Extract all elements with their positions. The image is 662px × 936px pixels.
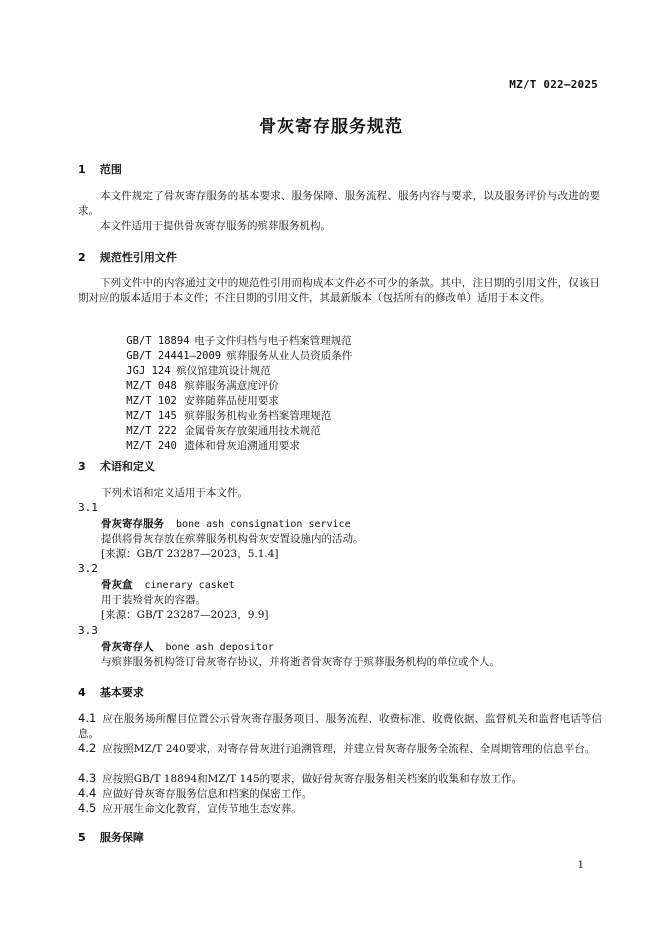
term-name-en: bone ash depositor <box>165 642 274 653</box>
term-number: 3.2 <box>78 562 98 575</box>
reference-title: 安葬随葬品使用要求 <box>184 395 279 407</box>
section-number: 5 <box>78 831 86 844</box>
section-title: 服务保障 <box>99 831 144 844</box>
section-heading-scope <box>78 161 122 177</box>
reference-code: MZ/T 240 <box>126 440 177 452</box>
reference-title: 电子文件归档与电子档案管理规范 <box>194 335 352 347</box>
requirement-number: 4.1 <box>78 711 97 725</box>
term-name <box>101 516 351 531</box>
section-number: 4 <box>78 686 86 699</box>
section-title: 范围 <box>99 163 122 176</box>
section-heading-normative-references <box>78 249 177 265</box>
term-definition: 与殡葬服务机构签订骨灰寄存协议，并将逝者骨灰寄存于殡葬服务机构的单位或个人。 <box>101 656 500 668</box>
reference-title: 殡葬服务机构业务档案管理规范 <box>184 410 332 422</box>
section-title: 术语和定义 <box>99 460 155 473</box>
standard-number: MZ/T 022—2025 <box>509 78 598 91</box>
term-definition: 用于装殓骨灰的容器。 <box>101 594 206 606</box>
paragraph: 下列术语和定义适用于本文件。 <box>101 487 248 499</box>
reference-code: MZ/T 222 <box>126 425 177 437</box>
requirement-text: 应按照GB/T 18894和MZ/T 145的要求，做好骨灰寄存服务相关档案的收集和存放工作。 <box>102 773 523 785</box>
section-heading-service-guarantee <box>78 829 144 845</box>
reference-title: 金属骨灰存放架通用技术规范 <box>184 425 321 437</box>
reference-code: MZ/T 145 <box>126 410 177 422</box>
requirement-item <box>78 786 602 802</box>
term-number: 3.1 <box>78 501 98 514</box>
requirement-item <box>78 741 602 757</box>
term-number: 3.3 <box>78 624 98 637</box>
reference-title: 殡仪馆建筑设计规范 <box>176 365 271 377</box>
requirement-text: 应按照MZ/T 240要求，对寄存骨灰进行追溯管理，并建立骨灰寄存服务全流程、全周期管理的信息平台。 <box>102 743 596 755</box>
requirement-text: 应在服务场所醒目位置公示骨灰寄存服务项目、服务流程、收费标准、收费依据、监督机关和监督电话等信息。 <box>78 713 602 740</box>
section-heading-terms-and-definitions <box>78 458 155 474</box>
term-name <box>101 577 235 592</box>
term-name-zh: 骨灰寄存服务 <box>101 518 164 530</box>
section-number: 3 <box>78 460 86 473</box>
section-number: 1 <box>78 163 86 176</box>
requirement-item <box>78 771 602 787</box>
requirement-item <box>78 801 602 817</box>
term-name-zh: 骨灰寄存人 <box>101 641 154 653</box>
term-source: [来源：GB/T 23287—2023，5.1.4] <box>101 548 279 560</box>
term-definition: 提供将骨灰存放在殡葬服务机构骨灰安置设施内的活动。 <box>101 533 364 545</box>
requirement-item <box>78 711 602 742</box>
page-number: 1 <box>577 860 584 871</box>
requirement-text: 应开展生命文化教育，宣传节地生态安葬。 <box>102 803 302 815</box>
paragraph: 本文件规定了骨灰寄存服务的基本要求、服务保障、服务流程、服务内容与要求，以及服务评价与改进的要求。 <box>78 190 600 217</box>
requirement-number: 4.5 <box>78 801 97 815</box>
document-title: 骨灰寄存服务规范 <box>259 117 403 137</box>
paragraph: 下列文件中的内容通过文中的规范性引用而构成本文件必不可少的条款。其中，注日期的引用文件，仅该日期对应的版本适用于本文件；不注日期的引用文件，其最新版本（包括所有的修改单）适用于本文件。 <box>78 277 600 304</box>
term-source: [来源：GB/T 23287—2023，9.9] <box>101 609 269 621</box>
requirement-number: 4.4 <box>78 786 97 800</box>
section-heading-basic-requirements <box>78 684 144 700</box>
section-title: 规范性引用文件 <box>99 251 177 264</box>
term-name-en: cinerary casket <box>144 580 235 591</box>
reference-code: GB/T 24441—2009 <box>126 350 222 362</box>
paragraph: 本文件适用于提供骨灰寄存服务的殡葬服务机构。 <box>100 220 331 232</box>
term-name <box>101 639 274 654</box>
section-number: 2 <box>78 251 86 264</box>
reference-title: 殡葬服务满意度评价 <box>184 380 279 392</box>
requirement-number: 4.2 <box>78 741 97 755</box>
term-name-zh: 骨灰盒 <box>101 579 133 591</box>
reference-code: GB/T 18894 <box>126 335 190 347</box>
reference-title: 殡葬服务从业人员资质条件 <box>226 350 353 362</box>
reference-code: MZ/T 102 <box>126 395 177 407</box>
requirement-text: 应做好骨灰寄存服务信息和档案的保密工作。 <box>102 788 313 800</box>
reference-code: MZ/T 048 <box>126 380 177 392</box>
term-name-en: bone ash consignation service <box>176 519 351 530</box>
reference-title: 遗体和骨灰追溯通用要求 <box>184 440 300 452</box>
reference-code: JGJ 124 <box>126 365 171 377</box>
section-title: 基本要求 <box>99 686 144 699</box>
requirement-number: 4.3 <box>78 771 97 785</box>
